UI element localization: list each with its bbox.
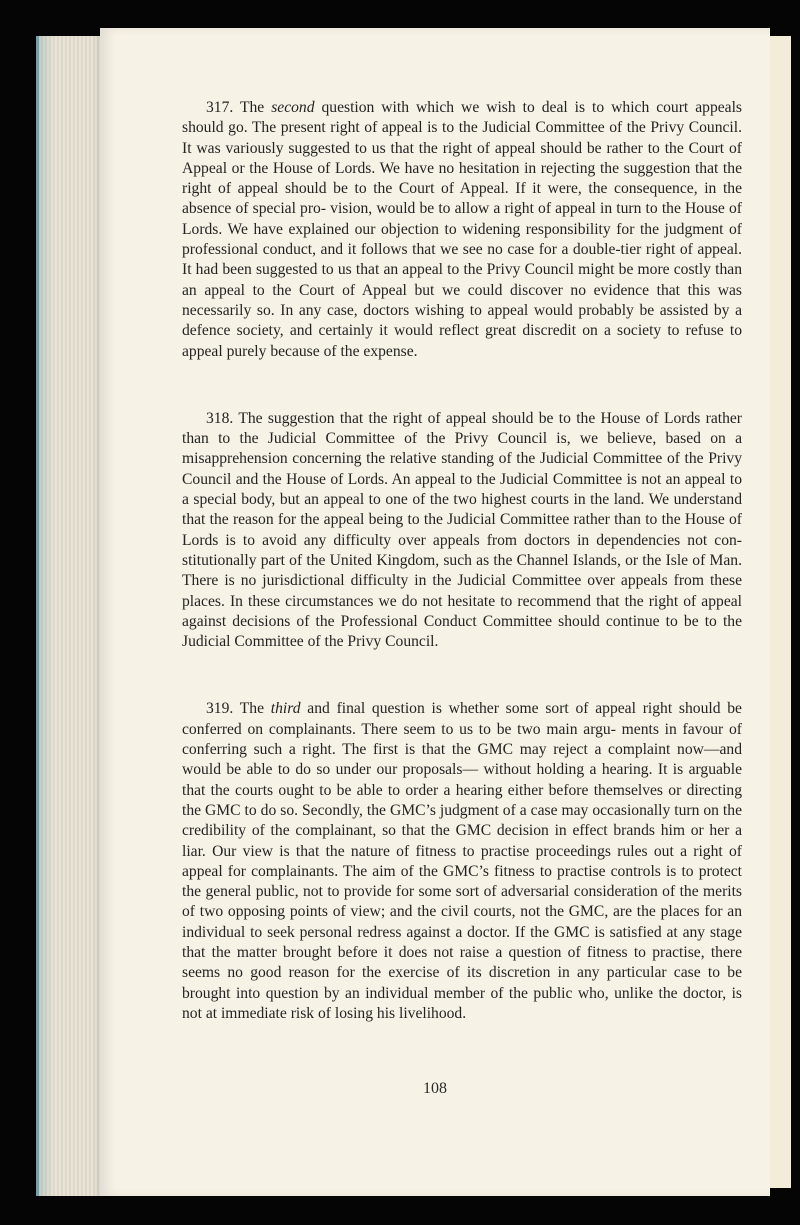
document-page (100, 28, 770, 1196)
paragraph-319 (182, 699, 742, 1024)
body-text (182, 98, 742, 1071)
emphasis-text: third (270, 700, 301, 718)
book-edge-shading (36, 36, 106, 1196)
emphasis-text: second (271, 99, 315, 116)
page-number: 108 (423, 1080, 447, 1097)
facing-page-edge (768, 36, 791, 1188)
paragraph-text: question with which we wish to deal is to which court appeals should go. The present right of appeal is to the Judicial Committee of the Privy Council. It was variously suggested to us that the right of appeal should be rather to the Court of Appeal or the House of Lords. We have no hesitation in rejecting the suggestion that the right of appeal should be to the Court of Appeal. If it were, the consequence, in the absence of special pro- vision, would be to allow a right of appeal in turn to the House of Lords. We have explained our objection to widening responsibility for the judgment of professional conduct, and it follows that we see no case for a double-tier right of appeal. It had been suggested to us that an appeal to the Privy Council might be more costly than an appeal to the Court of Appeal but we could discover no evidence that this was necessarily so. In any case, doctors wishing to appeal would probably be assisted by a defence society, and certainly it would reflect great discredit on a society to refuse to appeal purely because of the expense. (182, 99, 742, 360)
paragraph-number: 319. (206, 700, 234, 718)
paragraph-318 (182, 409, 742, 653)
paragraph-number: 317. (206, 99, 234, 116)
paragraph-lead: The (239, 99, 272, 116)
paragraph-number: 318. (206, 409, 234, 427)
paragraph-text: and final question is whether some sort of appeal right should be conferred on complainants. There seem to us to be two main argu- ments in favour of conferring such a right. The first is that the GMC may reject a complaint now—and would be able to do so under our proposals— without holding a hearing. It is arguable that the courts ought to be able to order a hearing either before themselves or directing the GMC to do so. Secondly, the GMC’s judgment of a case may occasionally turn on the credibility of the complainant, so that the GMC decision in effect brands him or her a liar. Our view is that the nature of fitness to practise proceedings rules out a right of appeal for complainants. The aim of the GMC’s fitness to practise controls is to protect the general public, not to provide for some sort of adversarial consideration of the merits of two opposing points of view; and the civil courts, not the GMC, are the places for an individual to seek personal redress against a doctor. If the GMC is satisfied at any stage that the matter brought before it does not raise a question of fitness to practise, there seems no good reason for the exercise of its discretion in any particular case to be brought into question by an individual member of the public who, unlike the doctor, is not at immediate risk of losing his livelihood. (182, 700, 742, 1022)
paragraph-lead: The (239, 700, 271, 718)
paragraph-text: The suggestion that the right of appeal should be to the House of Lords rather than to the Judicial Committee of the Privy Council is, we believe, based on a misapprehension concerning the relative standing of the Judicial Committee of the Privy Council and the House of Lords. An appeal to the Judicial Committee is not an appeal to a special body, but an appeal to one of the two highest courts in the land. We understand that the reason for the appeal being to the Judicial Committee rather than to the House of Lords is to avoid any difficulty over appeals from doctors in dependencies not con- stitutionally part of the United Kingdom, such as the Channel Islands, or the Isle of Man. There is no jurisdictional difficulty in the Judicial Committee over appeals from these places. In these circumstances we do not hesitate to recommend that the right of appeal against decisions of the Professional Conduct Committee should continue to be to the Judicial Committee of the Privy Council. (182, 409, 742, 651)
paragraph-317 (182, 98, 742, 362)
